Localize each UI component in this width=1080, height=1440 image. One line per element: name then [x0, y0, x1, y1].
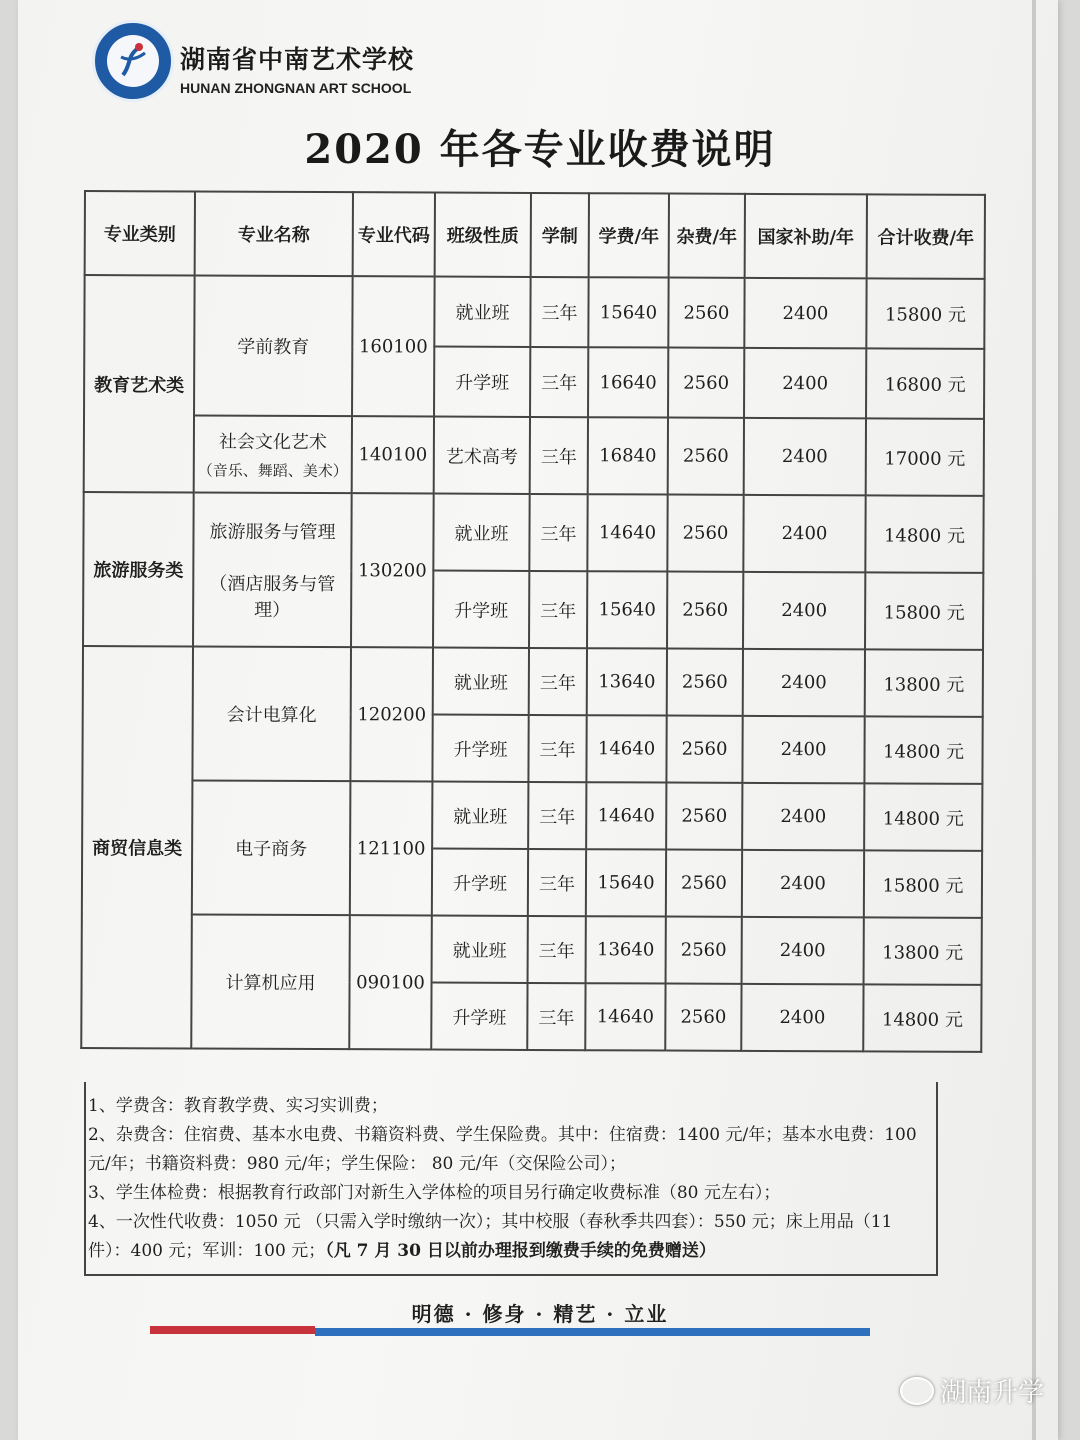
subsidy-cell: 2400: [742, 716, 864, 784]
tuition-cell: 14640: [585, 983, 665, 1050]
misc-fee-cell: 2560: [665, 984, 741, 1051]
subsidy-cell: 2400: [744, 348, 866, 419]
table-row: [84, 415, 984, 496]
tuition-cell: 15640: [586, 849, 666, 916]
tuition-cell: 16840: [588, 417, 668, 494]
total-cell: 14800 元: [865, 495, 983, 573]
tuition-cell: 15640: [587, 571, 667, 648]
tuition-cell: 13640: [587, 648, 667, 715]
years-cell: 三年: [529, 648, 587, 715]
total-cell: 14800 元: [864, 783, 982, 851]
class-type-cell: 升学班: [433, 571, 529, 648]
total-cell: 17000 元: [866, 418, 984, 496]
column-header: 学费/年: [589, 193, 669, 277]
years-cell: 三年: [527, 983, 585, 1050]
table-row: [83, 492, 983, 573]
class-type-cell: 升学班: [431, 983, 527, 1050]
major-name-sub: （音乐、舞蹈、美术）: [197, 461, 348, 481]
major-name: 旅游服务与管理: [209, 521, 336, 544]
major-code-cell: 090100: [349, 915, 432, 1049]
major-code-cell: 121100: [350, 781, 433, 915]
column-header: 合计收费/年: [867, 194, 985, 279]
tuition-cell: 15640: [588, 277, 668, 347]
tuition-cell: 14640: [586, 782, 666, 849]
class-type-cell: 艺术高考: [434, 417, 530, 494]
category-cell: 旅游服务类: [83, 492, 194, 646]
misc-fee-cell: 2560: [666, 716, 742, 783]
school-logo-icon: [92, 20, 174, 102]
years-cell: 三年: [528, 849, 586, 916]
major-name: 社会文化艺术: [218, 431, 327, 454]
note-text: 4、一次性代收费：1050 元 （只需入学时缴纳一次）；其中校服（春秋季共四套）：550 元；床上用品（11 件）：400 元；军训：100 元；: [88, 1212, 893, 1261]
table-row: [84, 275, 984, 349]
major-code-cell: 140100: [352, 416, 434, 493]
column-header: 班级性质: [435, 193, 531, 277]
category-cell: 教育艺术类: [84, 275, 195, 492]
subsidy-cell: 2400: [744, 278, 866, 349]
subsidy-cell: 2400: [742, 917, 864, 985]
years-cell: 三年: [529, 494, 587, 571]
school-motto: 明德 · 修身 · 精艺 · 立业: [411, 1302, 669, 1326]
years-cell: 三年: [528, 916, 586, 983]
subsidy-cell: 2400: [744, 418, 866, 496]
subsidy-cell: 2400: [743, 572, 865, 650]
class-type-cell: 升学班: [432, 715, 528, 782]
misc-fee-cell: 2560: [667, 572, 743, 649]
class-type-cell: 就业班: [433, 494, 529, 571]
column-header: 杂费/年: [669, 194, 745, 278]
sleeve-edge: [1032, 0, 1036, 1440]
misc-fee-cell: 2560: [668, 278, 744, 348]
major-name-cell: [194, 415, 352, 493]
fee-table: [80, 190, 986, 1053]
subsidy-cell: 2400: [743, 495, 865, 573]
total-cell: 13800 元: [865, 649, 983, 717]
tuition-cell: 14640: [587, 494, 667, 571]
years-cell: 三年: [528, 715, 586, 782]
column-header: 专业名称: [195, 191, 353, 276]
table-row: [83, 646, 983, 717]
total-cell: 15800 元: [865, 572, 983, 650]
category-cell: 商贸信息类: [81, 646, 193, 1048]
class-type-cell: 升学班: [432, 849, 528, 916]
years-cell: 三年: [530, 417, 588, 494]
total-cell: 15800 元: [864, 850, 982, 918]
school-name: 湖南省中南艺术学校: [180, 45, 415, 74]
table-header-row: [85, 191, 985, 279]
major-code-cell: 160100: [352, 276, 435, 416]
misc-fee-cell: 2560: [666, 850, 742, 917]
major-name-cell: 计算机应用: [191, 914, 350, 1049]
misc-fee-cell: 2560: [668, 418, 744, 495]
total-cell: 13800 元: [864, 917, 982, 985]
subsidy-cell: 2400: [743, 649, 865, 717]
major-code-cell: 130200: [351, 493, 434, 647]
column-header: 学制: [531, 193, 589, 277]
column-header: 国家补助/年: [745, 194, 867, 279]
tuition-cell: 16640: [588, 347, 668, 417]
total-cell: 15800 元: [866, 278, 984, 349]
years-cell: 三年: [529, 571, 587, 648]
tuition-cell: 14640: [586, 715, 666, 782]
years-cell: 三年: [528, 782, 586, 849]
page-title: 2020 年各专业收费说明: [304, 126, 776, 173]
major-code-cell: 120200: [350, 647, 433, 781]
accent-bar-blue: [315, 1328, 870, 1336]
total-cell: 14800 元: [864, 716, 982, 784]
table-row: [82, 914, 982, 985]
watermark-text: 湖南升学: [940, 1378, 1045, 1408]
class-type-cell: 就业班: [433, 648, 529, 715]
class-type-cell: 就业班: [432, 916, 528, 983]
major-name-cell: 学前教育: [194, 275, 353, 416]
total-cell: 16800 元: [866, 348, 984, 419]
note-line: 2、杂费含：住宿费、基本水电费、书籍资料费、学生保险费。其中：住宿费：1400 元/年；基本水电费：100 元/年；书籍资料费：980 元/年；学生保险： 80 元/年（交保险公司）；: [88, 1125, 917, 1174]
subsidy-cell: 2400: [741, 984, 863, 1052]
note-line: 3、学生体检费：根据教育行政部门对新生入学体检的项目另行确定收费标准（80 元左右）；: [88, 1183, 781, 1203]
class-type-cell: 就业班: [432, 782, 528, 849]
tuition-cell: 13640: [586, 916, 666, 983]
accent-bar-red: [150, 1326, 315, 1334]
note-line: [88, 1208, 936, 1266]
wechat-icon: [900, 1377, 934, 1405]
total-cell: 14800 元: [863, 984, 981, 1052]
class-type-cell: 就业班: [434, 277, 530, 347]
note-bold-text: （凡 7 月 30 日以前办理报到缴费手续的免费赠送）: [325, 1241, 716, 1261]
subsidy-cell: 2400: [742, 783, 864, 851]
major-name-sub: （酒店服务与管理）: [209, 573, 336, 621]
watermark: [900, 1372, 1044, 1409]
column-header: 专业类别: [85, 191, 195, 275]
major-name-cell: [193, 492, 352, 647]
years-cell: 三年: [530, 347, 588, 417]
column-header: 专业代码: [353, 192, 435, 276]
class-type-cell: 升学班: [434, 347, 530, 417]
misc-fee-cell: 2560: [667, 649, 743, 716]
misc-fee-cell: 2560: [666, 783, 742, 850]
school-name-en: HUNAN ZHONGNAN ART SCHOOL: [180, 80, 412, 96]
misc-fee-cell: 2560: [667, 495, 743, 572]
table-row: [82, 780, 982, 851]
major-name-cell: 会计电算化: [192, 646, 351, 781]
fee-notes: [84, 1082, 938, 1276]
major-name-cell: 电子商务: [192, 780, 351, 915]
years-cell: 三年: [530, 277, 588, 347]
subsidy-cell: 2400: [742, 850, 864, 918]
note-line: 1、学费含：教育教学费、实习实训费；: [88, 1096, 388, 1116]
misc-fee-cell: 2560: [666, 917, 742, 984]
misc-fee-cell: 2560: [668, 348, 744, 418]
